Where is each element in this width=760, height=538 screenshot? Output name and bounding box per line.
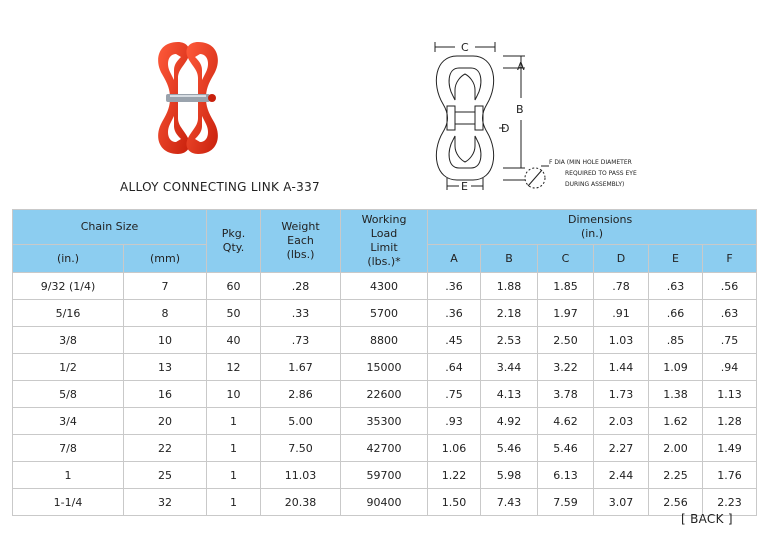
cell-dim-a: .36 bbox=[428, 273, 481, 300]
header-weight-each: Weight Each (lbs.) bbox=[261, 210, 341, 273]
cell-dim-b: 2.53 bbox=[481, 327, 538, 354]
cell-chain-size-mm: 25 bbox=[124, 462, 207, 489]
cell-dim-e: 1.38 bbox=[649, 381, 703, 408]
cell-working-load-limit: 90400 bbox=[341, 489, 428, 516]
table-row bbox=[13, 354, 757, 381]
cell-working-load-limit: 35300 bbox=[341, 408, 428, 435]
cell-dim-e: 1.62 bbox=[649, 408, 703, 435]
cell-chain-size-in: 7/8 bbox=[13, 435, 124, 462]
cell-chain-size-in: 5/8 bbox=[13, 381, 124, 408]
cell-weight-each: 2.86 bbox=[261, 381, 341, 408]
dim-label-e: E bbox=[461, 180, 468, 193]
cell-dim-f: 1.49 bbox=[703, 435, 757, 462]
cell-dim-a: .36 bbox=[428, 300, 481, 327]
cell-dim-e: 2.56 bbox=[649, 489, 703, 516]
cell-dim-b: 4.92 bbox=[481, 408, 538, 435]
cell-dim-d: 1.73 bbox=[594, 381, 649, 408]
cell-dim-d: 1.03 bbox=[594, 327, 649, 354]
cell-dim-a: .64 bbox=[428, 354, 481, 381]
cell-dim-e: 1.09 bbox=[649, 354, 703, 381]
cell-weight-each: 11.03 bbox=[261, 462, 341, 489]
cell-chain-size-mm: 20 bbox=[124, 408, 207, 435]
cell-working-load-limit: 59700 bbox=[341, 462, 428, 489]
cell-dim-d: 2.03 bbox=[594, 408, 649, 435]
cell-pkg-qty: 1 bbox=[207, 408, 261, 435]
dim-label-a: A bbox=[517, 60, 525, 73]
cell-chain-size-in: 9/32 (1/4) bbox=[13, 273, 124, 300]
table-row bbox=[13, 462, 757, 489]
cell-chain-size-mm: 22 bbox=[124, 435, 207, 462]
cell-chain-size-mm: 13 bbox=[124, 354, 207, 381]
cell-pkg-qty: 1 bbox=[207, 489, 261, 516]
cell-dim-c: 7.59 bbox=[538, 489, 594, 516]
header-pkg-qty: Pkg. Qty. bbox=[207, 210, 261, 273]
header-dim-f: F bbox=[703, 245, 757, 273]
cell-dim-d: .78 bbox=[594, 273, 649, 300]
dim-label-d: D bbox=[501, 122, 510, 135]
cell-dim-b: 3.44 bbox=[481, 354, 538, 381]
cell-dim-f: .75 bbox=[703, 327, 757, 354]
cell-weight-each: 20.38 bbox=[261, 489, 341, 516]
f-dia-note-line-1: F DIA (MIN HOLE DIAMETER bbox=[549, 159, 632, 166]
cell-dim-b: 1.88 bbox=[481, 273, 538, 300]
cell-dim-c: 1.85 bbox=[538, 273, 594, 300]
cell-dim-b: 5.98 bbox=[481, 462, 538, 489]
cell-chain-size-in: 3/8 bbox=[13, 327, 124, 354]
cell-dim-e: 2.00 bbox=[649, 435, 703, 462]
cell-chain-size-mm: 7 bbox=[124, 273, 207, 300]
connecting-link-photo bbox=[148, 38, 228, 158]
cell-dim-d: 2.27 bbox=[594, 435, 649, 462]
cell-dim-c: 4.62 bbox=[538, 408, 594, 435]
f-dia-note-line-3: DURING ASSEMBLY) bbox=[565, 181, 625, 188]
cell-dim-f: .94 bbox=[703, 354, 757, 381]
header-dimensions: Dimensions (in.) bbox=[428, 210, 757, 245]
table-row bbox=[13, 327, 757, 354]
product-caption: ALLOY CONNECTING LINK A-337 bbox=[120, 180, 320, 194]
cell-pkg-qty: 40 bbox=[207, 327, 261, 354]
dimension-diagram bbox=[425, 38, 675, 198]
header-chain-size-mm: (mm) bbox=[124, 245, 207, 273]
header-chain-size: Chain Size bbox=[13, 210, 207, 245]
cell-pkg-qty: 10 bbox=[207, 381, 261, 408]
cell-working-load-limit: 42700 bbox=[341, 435, 428, 462]
cell-pkg-qty: 1 bbox=[207, 462, 261, 489]
cell-pkg-qty: 60 bbox=[207, 273, 261, 300]
header-working-load-limit: Working Load Limit (lbs.)* bbox=[341, 210, 428, 273]
cell-dim-d: .91 bbox=[594, 300, 649, 327]
cell-chain-size-mm: 10 bbox=[124, 327, 207, 354]
cell-weight-each: .73 bbox=[261, 327, 341, 354]
cell-pkg-qty: 1 bbox=[207, 435, 261, 462]
cell-chain-size-in: 3/4 bbox=[13, 408, 124, 435]
cell-dim-c: 3.78 bbox=[538, 381, 594, 408]
cell-dim-f: 1.76 bbox=[703, 462, 757, 489]
cell-dim-c: 5.46 bbox=[538, 435, 594, 462]
table-row bbox=[13, 435, 757, 462]
cell-weight-each: .33 bbox=[261, 300, 341, 327]
cell-dim-d: 2.44 bbox=[594, 462, 649, 489]
table-row bbox=[13, 408, 757, 435]
specifications-table bbox=[12, 209, 757, 516]
header-dim-c: C bbox=[538, 245, 594, 273]
table-row bbox=[13, 381, 757, 408]
cell-dim-b: 4.13 bbox=[481, 381, 538, 408]
cell-dim-f: .63 bbox=[703, 300, 757, 327]
cell-dim-c: 6.13 bbox=[538, 462, 594, 489]
cell-chain-size-in: 1/2 bbox=[13, 354, 124, 381]
table-row bbox=[13, 273, 757, 300]
table-row bbox=[13, 300, 757, 327]
cell-weight-each: 1.67 bbox=[261, 354, 341, 381]
header-chain-size-in: (in.) bbox=[13, 245, 124, 273]
cell-chain-size-mm: 16 bbox=[124, 381, 207, 408]
table-row bbox=[13, 489, 757, 516]
cell-working-load-limit: 4300 bbox=[341, 273, 428, 300]
cell-dim-a: 1.50 bbox=[428, 489, 481, 516]
cell-working-load-limit: 8800 bbox=[341, 327, 428, 354]
cell-chain-size-in: 5/16 bbox=[13, 300, 124, 327]
cell-dim-a: .45 bbox=[428, 327, 481, 354]
cell-dim-e: .63 bbox=[649, 273, 703, 300]
cell-dim-e: .66 bbox=[649, 300, 703, 327]
cell-working-load-limit: 5700 bbox=[341, 300, 428, 327]
cell-chain-size-in: 1-1/4 bbox=[13, 489, 124, 516]
cell-chain-size-in: 1 bbox=[13, 462, 124, 489]
f-dia-note-line-2: REQUIRED TO PASS EYE bbox=[565, 170, 637, 177]
cell-dim-d: 3.07 bbox=[594, 489, 649, 516]
header-dim-a: A bbox=[428, 245, 481, 273]
cell-dim-a: 1.22 bbox=[428, 462, 481, 489]
cell-dim-b: 5.46 bbox=[481, 435, 538, 462]
cell-dim-f: 1.13 bbox=[703, 381, 757, 408]
cell-chain-size-mm: 32 bbox=[124, 489, 207, 516]
cell-working-load-limit: 15000 bbox=[341, 354, 428, 381]
dim-label-b: B bbox=[516, 103, 524, 116]
cell-dim-f: .56 bbox=[703, 273, 757, 300]
cell-dim-a: .75 bbox=[428, 381, 481, 408]
cell-pkg-qty: 50 bbox=[207, 300, 261, 327]
cell-pkg-qty: 12 bbox=[207, 354, 261, 381]
cell-dim-c: 3.22 bbox=[538, 354, 594, 381]
cell-dim-b: 7.43 bbox=[481, 489, 538, 516]
cell-dim-f: 1.28 bbox=[703, 408, 757, 435]
cell-dim-e: .85 bbox=[649, 327, 703, 354]
cell-dim-d: 1.44 bbox=[594, 354, 649, 381]
cell-weight-each: .28 bbox=[261, 273, 341, 300]
cell-dim-a: .93 bbox=[428, 408, 481, 435]
header-dim-e: E bbox=[649, 245, 703, 273]
header-dim-d: D bbox=[594, 245, 649, 273]
dim-label-c: C bbox=[461, 41, 469, 54]
cell-dim-b: 2.18 bbox=[481, 300, 538, 327]
cell-weight-each: 7.50 bbox=[261, 435, 341, 462]
cell-chain-size-mm: 8 bbox=[124, 300, 207, 327]
cell-weight-each: 5.00 bbox=[261, 408, 341, 435]
header-dim-b: B bbox=[481, 245, 538, 273]
cell-dim-c: 1.97 bbox=[538, 300, 594, 327]
cell-dim-c: 2.50 bbox=[538, 327, 594, 354]
cell-dim-e: 2.25 bbox=[649, 462, 703, 489]
cell-dim-f: 2.23 bbox=[703, 489, 757, 516]
cell-dim-a: 1.06 bbox=[428, 435, 481, 462]
cell-working-load-limit: 22600 bbox=[341, 381, 428, 408]
back-link[interactable]: [ BACK ] bbox=[681, 512, 733, 526]
